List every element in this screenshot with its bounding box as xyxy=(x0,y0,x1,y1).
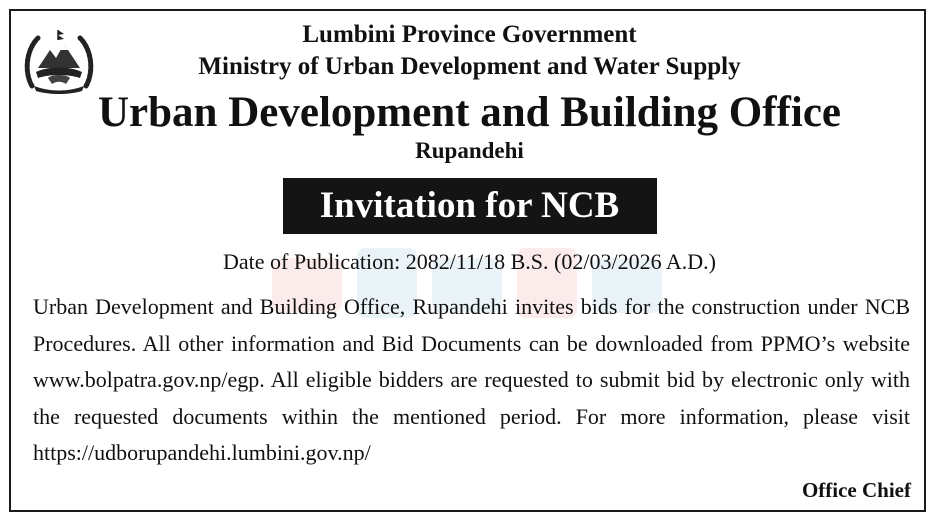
province-name: Lumbini Province Government xyxy=(302,21,637,48)
signature: Office Chief xyxy=(801,478,911,502)
ministry-name: Ministry of Urban Development and Water Supply xyxy=(198,53,741,80)
notice-title-banner xyxy=(0,178,939,234)
publication-date: Date of Publication: 2082/11/18 B.S. (02/03/2026 A.D.) xyxy=(223,249,716,274)
office-name: Urban Development and Building Office xyxy=(98,89,841,136)
district-name: Rupandehi xyxy=(415,138,524,163)
notice-body: Urban Development and Building Office, Rupandehi invites bids for the construction under NCB Procedures. All other information and Bid Documents can be downloaded from PPMO’s website www.bolpatra.gov.np/egp. All eligible bidders are requested to submit bid by electronic only with the requested documents within the mentioned period. For more information, please visit https://udborupandehi.lumbini.gov.np/ xyxy=(33,294,910,465)
notice-title: Invitation for NCB xyxy=(283,178,657,234)
